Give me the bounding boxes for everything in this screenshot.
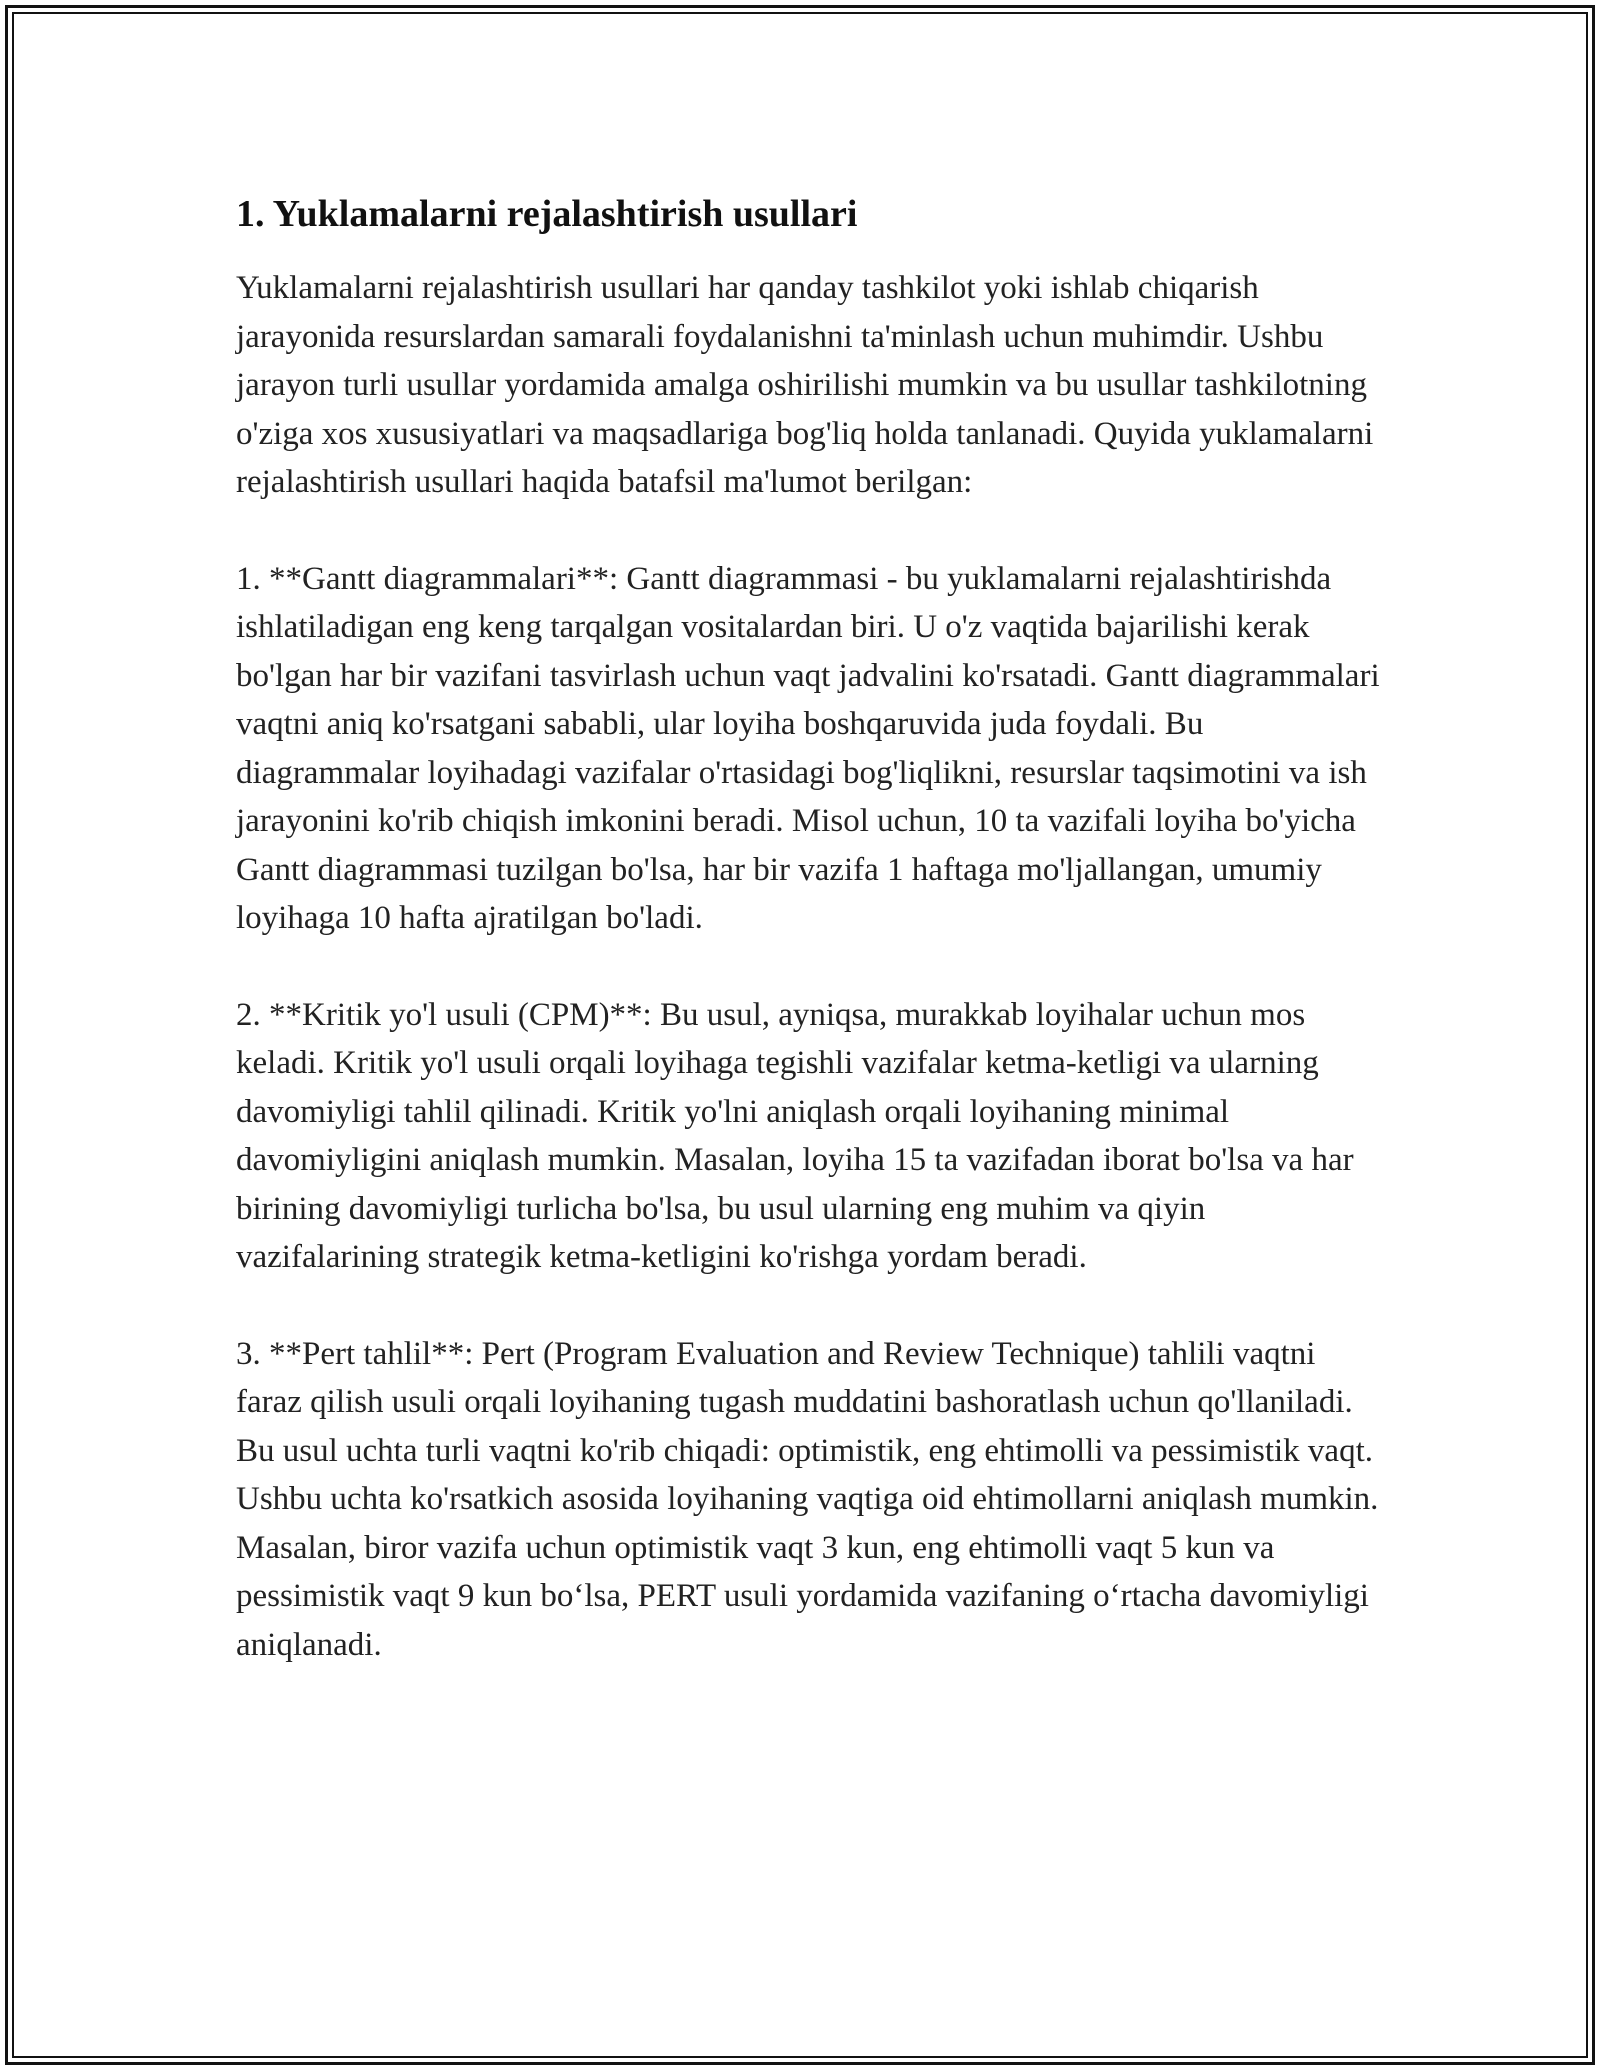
pert-paragraph: 3. **Pert tahlil**: Pert (Program Evaluation and Review Technique) tahlili vaqtni faraz qilish usuli orqali loyihaning tugash muddatini bashoratlash uchun qo'llaniladi. Bu usul uchta turli vaqtni ko'rib chiqadi: optimistik, eng ehtimolli va pessimistik vaqt. Ushbu uchta ko'rsatkich asosida loyihaning vaqtiga oid ehtimollarni aniqlash mumkin. Masalan, biror vazifa uchun optimistik vaqt 3 kun, eng ehtimolli vaqt 5 kun va pessimistik vaqt 9 kun bo‘lsa, PERT usuli yordamida vazifaning o‘rtacha davomiyligi aniqlanadi. — [236, 1335, 1379, 1663]
document-title: 1. Yuklamalarni rejalashtirish usullari — [236, 193, 858, 235]
gantt-paragraph: 1. **Gantt diagrammalari**: Gantt diagrammasi - bu yuklamalarni rejalashtirishda ishlatiladigan eng keng tarqalgan vositalardan biri. U o'z vaqtida bajarilishi kerak bo'lgan har bir vazifani tasvirlash uchun vaqt jadvalini ko'rsatadi. Gantt diagrammalari vaqtni aniq ko'rsatgani sababli, ular loyiha boshqaruvida juda foydali. Bu diagrammalar loyihadagi vazifalar o'rtasidagi bog'liqlikni, resurslar taqsimotini va ish jarayonini ko'rib chiqish imkonini beradi. Misol uchun, 10 ta vazifali loyiha bo'yicha Gantt diagrammasi tuzilgan bo'lsa, har bir vazifa 1 haftaga mo'ljallangan, umumiy loyihaga 10 hafta ajratilgan bo'ladi. — [236, 560, 1380, 936]
intro-paragraph: Yuklamalarni rejalashtirish usullari har qanday tashkilot yoki ishlab chiqarish jarayonida resurslardan samarali foydalanishni ta'minlash uchun muhimdir. Ushbu jarayon turli usullar yordamida amalga oshirilishi mumkin va bu usullar tashkilotning o'ziga xos xususiyatlari va maqsadlariga bog'liq holda tanlanadi. Quyida yuklamalarni rejalashtirish usullari haqida batafsil ma'lumot berilgan: — [236, 270, 1374, 500]
document-body — [236, 186, 1386, 1717]
cpm-paragraph: 2. **Kritik yo'l usuli (CPM)**: Bu usul, ayniqsa, murakkab loyihalar uchun mos keladi. Kritik yo'l usuli orqali loyihaga tegishli vazifalar ketma-ketligi va ularning davomiyligi tahlil qilinadi. Kritik yo'lni aniqlash orqali loyihaning minimal davomiyligini aniqlash mumkin. Masalan, loyiha 15 ta vazifadan iborat bo'lsa va har birining davomiyligi turlicha bo'lsa, bu usul ularning eng muhim va qiyin vazifalarining strategik ketma-ketligini ko'rishga yordam beradi. — [236, 996, 1354, 1275]
